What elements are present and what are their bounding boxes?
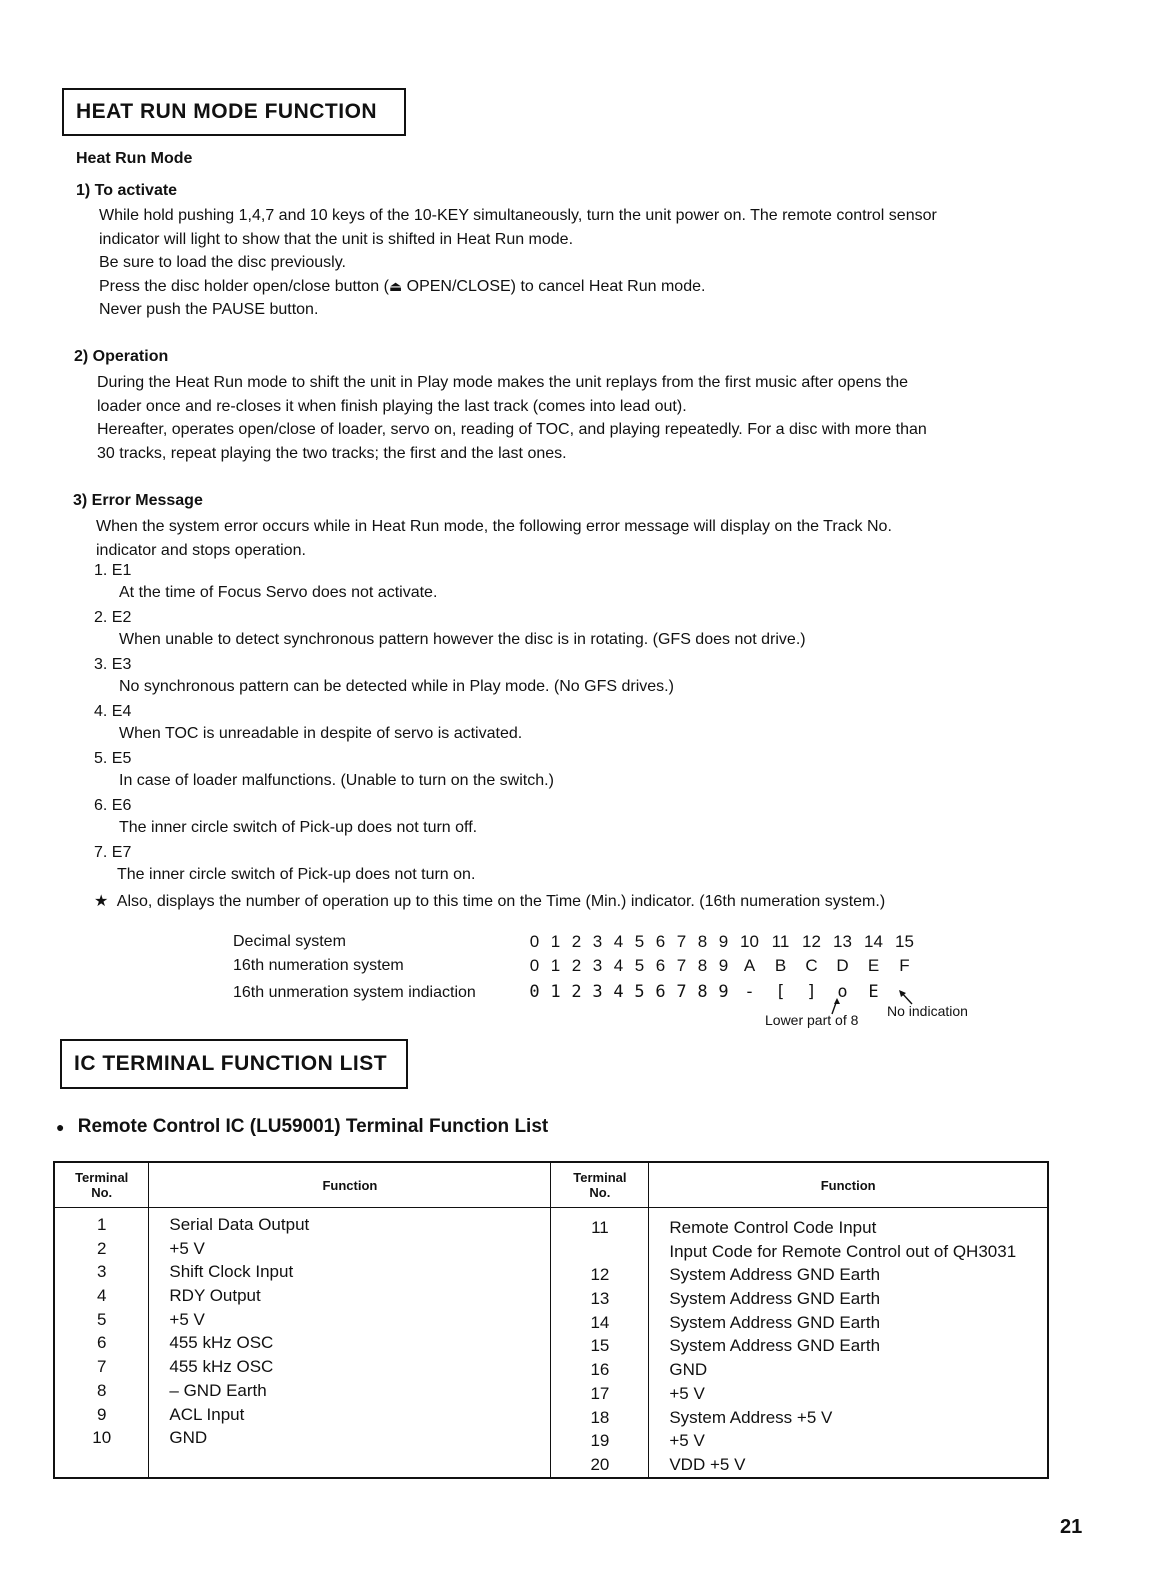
error-description: The inner circle switch of Pick-up does not turn on.: [117, 866, 476, 883]
hex-value: 4: [613, 956, 624, 975]
header-text: No.: [91, 1185, 113, 1200]
error-description: The inner circle switch of Pick-up does not turn off.: [119, 819, 478, 836]
terminal-number: 9: [96, 1404, 107, 1424]
terminal-function: Serial Data Output: [169, 1215, 310, 1234]
table-header-row: [54, 1162, 1048, 1208]
terminal-number: 18: [590, 1407, 610, 1427]
hex-value: B: [774, 956, 787, 975]
ic-subtitle: [56, 1116, 548, 1138]
error-code: 6. E6: [94, 797, 132, 814]
column-header-terminal-no: [54, 1162, 149, 1208]
table-body-row: [54, 1208, 1048, 1479]
lower-part-note: Lower part of 8: [765, 1012, 859, 1028]
error-code: 4. E4: [94, 703, 132, 720]
bullet-icon: ●: [56, 1119, 65, 1135]
hex-value: C: [805, 956, 818, 975]
hex-value: D: [836, 956, 849, 975]
decimal-value: 15: [895, 932, 914, 951]
subtitle-text: Remote Control IC (LU59001) Terminal Function List: [77, 1116, 549, 1137]
no-indication-note: No indication: [887, 1003, 968, 1019]
terminal-number: 3: [96, 1262, 107, 1282]
segment-glyph: 1: [550, 982, 561, 1002]
decimal-value: 8: [697, 932, 708, 951]
decimal-value: 11: [771, 932, 790, 951]
text-line: Hereafter, operates open/close of loader, servo on, reading of TOC, and playing repeatedly. For a disc with more than: [97, 421, 927, 438]
hex-value: A: [743, 956, 756, 975]
error-description: When unable to detect synchronous pattern however the disc is in rotating. (GFS does not drive.): [119, 631, 806, 648]
column-header-function: Function: [649, 1162, 1048, 1208]
error-description: No synchronous pattern can be detected while in Play mode. (No GFS drives.): [119, 678, 674, 695]
left-terminal-numbers: [54, 1208, 149, 1479]
note-text: Also, displays the number of operation up to this time on the Time (Min.) indicator. (16th numeration system.): [116, 893, 886, 910]
text-fragment: OPEN/CLOSE) to cancel Heat Run mode.: [406, 277, 706, 295]
text-line: [99, 275, 1089, 299]
heading-error-message: 3) Error Message: [73, 492, 203, 509]
section-title-text: IC TERMINAL FUNCTION LIST: [74, 1052, 388, 1075]
list-item: [94, 656, 1094, 703]
text-line: indicator and stops operation.: [96, 541, 306, 559]
text-line: Be sure to load the disc previously.: [99, 254, 346, 271]
terminal-function: System Address +5 V: [669, 1407, 833, 1427]
header-text: Terminal: [75, 1170, 129, 1185]
terminal-function: VDD +5 V: [669, 1454, 746, 1474]
decimal-value: 4: [613, 932, 624, 951]
list-item: [94, 750, 1094, 797]
decimal-value: 3: [592, 932, 603, 951]
text-line: During the Heat Run mode to shift the unit in Play mode makes the unit replays from the first music after opens the: [97, 374, 909, 391]
terminal-function: 455 kHz OSC: [169, 1357, 274, 1377]
section-title-text: HEAT RUN MODE FUNCTION: [76, 100, 378, 123]
column-header-terminal-no: [551, 1162, 649, 1208]
error-description: In case of loader malfunctions. (Unable to turn on the switch.): [119, 772, 554, 789]
decimal-row: [524, 932, 920, 952]
hex-value: 7: [676, 956, 687, 975]
arrowhead: [834, 998, 840, 1004]
column-header-function: Function: [149, 1162, 551, 1208]
text-line: While hold pushing 1,4,7 and 10 keys of the 10-KEY simultaneously, turn the unit power on. The remote control sensor: [99, 207, 937, 224]
segment-glyph: o: [837, 982, 848, 1002]
error-description: When TOC is unreadable in despite of servo is activated.: [119, 725, 523, 742]
terminal-number: 20: [590, 1454, 610, 1474]
terminal-function: System Address GND Earth: [669, 1265, 881, 1285]
terminal-function: Remote Control Code Input: [669, 1218, 877, 1237]
decimal-value: 1: [550, 932, 561, 951]
terminal-function: +5 V: [669, 1431, 705, 1451]
error-list: [94, 562, 1094, 911]
note: [94, 891, 1094, 911]
segment-glyph: 3: [592, 982, 603, 1002]
star-icon: ★: [94, 893, 109, 910]
heading-heat-run-mode: Heat Run Mode: [76, 150, 193, 167]
hex-value: 9: [718, 956, 729, 975]
left-functions: [149, 1208, 551, 1479]
segment-glyph: E: [868, 982, 879, 1002]
right-terminal-numbers: [551, 1208, 649, 1479]
terminal-function: +5 V: [169, 1238, 205, 1258]
hex-value: 5: [634, 956, 645, 975]
page-number: 21: [1060, 1516, 1083, 1538]
terminal-number: 6: [96, 1333, 107, 1353]
segment-glyph: 9: [718, 982, 729, 1002]
decimal-value: 12: [802, 932, 821, 951]
list-item: [94, 844, 1094, 891]
decimal-value: 9: [718, 932, 729, 951]
segment-glyph: [: [775, 982, 786, 1002]
hex-value: 2: [571, 956, 582, 975]
right-functions: [649, 1208, 1048, 1479]
terminal-function: Input Code for Remote Control out of QH3031: [669, 1241, 1017, 1261]
heading-to-activate: 1) To activate: [76, 182, 178, 199]
terminal-function: RDY Output: [169, 1286, 261, 1306]
decimal-value: 6: [655, 932, 666, 951]
list-item: [94, 562, 1094, 609]
header-text: Terminal: [573, 1170, 627, 1185]
error-code: 5. E5: [94, 750, 132, 767]
terminal-number: 10: [92, 1428, 112, 1448]
error-description: At the time of Focus Servo does not activate.: [119, 584, 438, 601]
text-fragment: Press the disc holder open/close button (: [99, 277, 389, 295]
hex-value: F: [899, 956, 910, 975]
annotation-arrows: [826, 990, 916, 1016]
terminal-function: GND: [669, 1360, 708, 1380]
terminal-number: 4: [96, 1286, 107, 1306]
text-line: indicator will light to show that the unit is shifted in Heat Run mode.: [99, 230, 574, 248]
segment-glyph: 7: [676, 982, 687, 1002]
terminal-number: 14: [590, 1312, 610, 1332]
error-intro: [96, 515, 1086, 562]
error-code: 2. E2: [94, 609, 132, 626]
terminal-number: 8: [96, 1380, 107, 1400]
list-item: [94, 797, 1094, 844]
terminal-function: +5 V: [169, 1309, 205, 1329]
decimal-value: 5: [634, 932, 645, 951]
text-line: Never push the PAUSE button.: [99, 301, 319, 318]
terminal-number: 5: [96, 1309, 107, 1329]
row-label: 16th unmeration system indiaction: [233, 984, 476, 1001]
segment-glyph: 5: [634, 982, 645, 1002]
terminal-number: [551, 1240, 648, 1264]
terminal-function-table: [53, 1161, 1049, 1479]
segment-glyph: -: [744, 982, 755, 1002]
error-code: 3. E3: [94, 656, 132, 673]
terminal-function: System Address GND Earth: [669, 1336, 881, 1356]
terminal-function: 455 kHz OSC: [169, 1333, 274, 1353]
terminal-function: System Address GND Earth: [669, 1289, 881, 1309]
header-text: No.: [589, 1185, 611, 1200]
hex-value: E: [867, 956, 880, 975]
error-code: 7. E7: [94, 844, 132, 861]
terminal-number: 2: [96, 1238, 107, 1258]
heading-operation: 2) Operation: [74, 348, 169, 365]
terminal-function: – GND Earth: [169, 1380, 267, 1400]
terminal-number: 7: [96, 1357, 107, 1377]
segment-glyph: ]: [806, 982, 817, 1002]
text-line: loader once and re-closes it when finish playing the last track (comes into lead out).: [97, 397, 687, 415]
row-label: 16th numeration system: [233, 957, 404, 974]
segment-glyph: 2: [571, 982, 582, 1002]
list-item: [94, 609, 1094, 656]
segment-glyph: 8: [697, 982, 708, 1002]
terminal-number: 15: [590, 1336, 610, 1356]
error-code: 1. E1: [94, 562, 132, 579]
segment-glyph: 4: [613, 982, 624, 1002]
terminal-function: Shift Clock Input: [169, 1262, 294, 1282]
terminal-number: 11: [591, 1218, 609, 1237]
terminal-number: 17: [590, 1383, 610, 1403]
row-label: Decimal system: [233, 933, 346, 950]
hex-value: 8: [697, 956, 708, 975]
decimal-value: 10: [740, 932, 759, 951]
decimal-value: 2: [571, 932, 582, 951]
segment-glyph: 6: [655, 982, 666, 1002]
decimal-value: 13: [833, 932, 852, 951]
hex-value: 3: [592, 956, 603, 975]
hex-value: 1: [550, 956, 561, 975]
decimal-value: 14: [864, 932, 883, 951]
activate-paragraph: [99, 204, 1089, 322]
decimal-value: 7: [676, 932, 687, 951]
hex-value: 0: [529, 956, 540, 975]
terminal-number: 19: [590, 1431, 610, 1451]
text-line: When the system error occurs while in Heat Run mode, the following error message will display on the Track No.: [96, 518, 892, 535]
terminal-number: 13: [590, 1289, 610, 1309]
decimal-value: 0: [529, 932, 540, 951]
terminal-function: ACL Input: [169, 1404, 245, 1424]
text-line: 30 tracks, repeat playing the two tracks; the first and the last ones.: [97, 444, 567, 462]
terminal-number: 12: [590, 1265, 610, 1285]
section-title-heat-run: [62, 88, 406, 136]
operation-paragraph: [97, 371, 1087, 465]
terminal-number: 16: [590, 1360, 610, 1380]
terminal-function: System Address GND Earth: [669, 1312, 881, 1332]
segment-glyph: 0: [529, 982, 540, 1002]
terminal-number: 1: [96, 1215, 107, 1234]
eject-icon: ⏏: [388, 277, 403, 294]
hex-row: [524, 956, 920, 976]
conversion-labels: [233, 930, 476, 1005]
section-title-ic-terminal: [60, 1039, 408, 1089]
terminal-function: GND: [169, 1428, 208, 1448]
list-item: [94, 703, 1094, 750]
terminal-function: +5 V: [669, 1383, 705, 1403]
hex-value: 6: [655, 956, 666, 975]
